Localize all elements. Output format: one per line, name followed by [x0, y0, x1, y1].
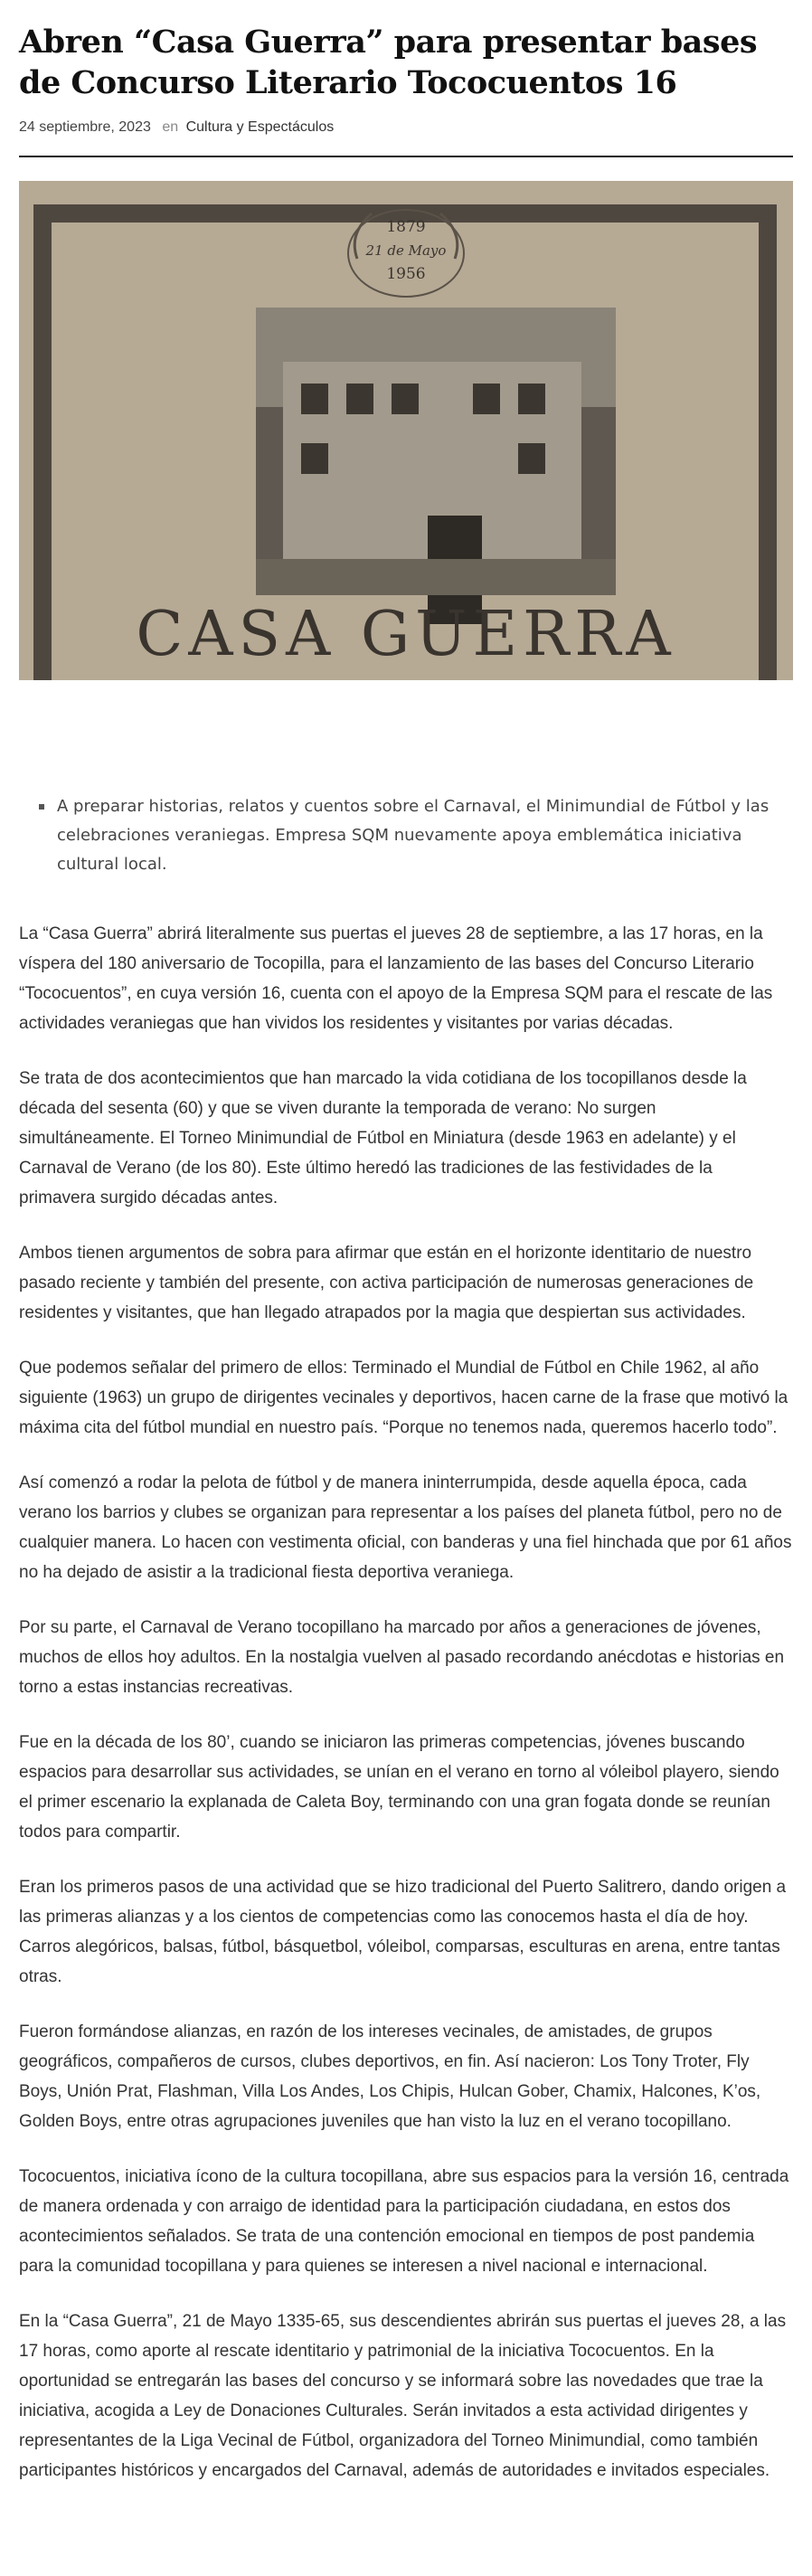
article-meta [19, 119, 793, 136]
anniversary-seal [326, 201, 486, 302]
summary-item [57, 792, 793, 879]
paragraph: En la “Casa Guerra”, 21 de Mayo 1335-65, sus descendientes abrirán sus puertas el jueves 28, a las 17 horas, como aporte al rescate identitario y patrimonial de la iniciativa Tococuentos. En la oportunidad se entregarán las bases del concurso y se informará sobre las novedades que trae la iniciativa, acogida a Ley de Donaciones Culturales. Serán invitados a esta actividad dirigentes y representantes de la Liga Vecinal de Fútbol, organizadora del Torneo Minimundial, como también participantes históricos y encargados del Carnaval, además de autoridades e invitados especiales. [19, 2312, 787, 2480]
title-divider [19, 156, 793, 157]
building-photo [256, 308, 616, 595]
article [19, 0, 793, 2511]
paragraph: Eran los primeros pasos de una actividad que se hizo tradicional del Puerto Salitrero, dando origen a las primeras alianzas y a los cientos de competencias como las conocemos hasta el día de hoy. Carros alegóricos, balsas, fútbol, básquetbol, vóleibol, comparsas, esculturas en arena, entre tantas otras. [19, 1878, 787, 1986]
bullet-icon [39, 804, 44, 810]
hero-sign-text: CASA GUERRA [136, 599, 676, 670]
paragraph: Por su parte, el Carnaval de Verano tocopillano ha marcado por años a generaciones de jóvenes, muchos de ellos hoy adultos. En la nostalgia vuelven al pasado recordando anécdotas e historias en torno a estas instancias recreativas. [19, 1618, 785, 1697]
summary-text: A preparar historias, relatos y cuentos sobre el Carnaval, el Minimundial de Fútbol y las celebraciones veraniegas. Empresa SQM nuevamente apoya emblemática iniciativa cultural local. [57, 797, 770, 874]
seal-year-end: 1956 [386, 265, 426, 283]
paragraph: La “Casa Guerra” abrirá literalmente sus puertas el jueves 28 de septiembre, a las 17 horas, en la víspera del 180 aniversario de Tocopilla, para el lanzamiento de las bases del Concurso Literario “Tococuentos”, en cuya versión 16, cuenta con el apoyo de la Empresa SQM para el rescate de las actividades veraniegas que han vividos los residentes y visitantes por varias décadas. [19, 924, 773, 1033]
article-date: 24 septiembre, 2023 [19, 119, 151, 135]
paragraph: Se trata de dos acontecimientos que han marcado la vida cotidiana de los tocopillanos desde la década del sesenta (60) y que se viven durante la temporada de verano: No surgen simultáneamente. El Torneo Minimundial de Fútbol en Miniatura (desde 1963 en adelante) y el Carnaval de Verano (de los 80). Este último heredó las tradiciones de las festividades de la primavera surgido décadas antes. [19, 1069, 747, 1208]
summary-list [19, 792, 793, 879]
building-shape [283, 362, 581, 570]
paragraph: Tococuentos, iniciativa ícono de la cultura tocopillana, abre sus espacios para la versión 16, centrada de manera ordenada y con arraigo de identidad para la participación ciudadana, en estos dos acontecimientos señalados. Se trata de una contención emocional en tiempos de post pandemia para la comunidad tocopillana y para quienes se interesen a nivel nacional e internacional. [19, 2167, 789, 2276]
article-body [19, 919, 793, 2486]
category-link[interactable]: Cultura y Espectáculos [185, 119, 335, 135]
paragraph: Fue en la década de los 80’, cuando se iniciaron las primeras competencias, jóvenes buscando espacios para desarrollar sus actividades, se unían en el verano en torno al vóleibol playero, siendo el primer escenario la explanada de Caleta Boy, terminando con una gran fogata donde se reunían todos para compartir. [19, 1733, 779, 1842]
paragraph: Ambos tienen argumentos de sobra para afirmar que están en el horizonte identitario de nuestro pasado reciente y también del presente, con activa participación de numerosas generaciones de residentes y visitantes, que han llegado atrapados por la magia que despiertan sus actividades. [19, 1244, 754, 1322]
seal-date: 21 de Mayo [365, 242, 447, 259]
meta-in-label: en [162, 119, 179, 135]
hero-image [19, 181, 793, 680]
paragraph: Fueron formándose alianzas, en razón de los intereses vecinales, de amistades, de grupos geográficos, compañeros de cursos, clubes deportivos, en fin. Así nacieron: Los Tony Troter, Fly Boys, Unión Prat, Flashman, Villa Los Andes, Los Chipis, Hulcan Gober, Chamix, Halcones, K’os, Golden Boys, entre otras agrupaciones juveniles que han visto la luz en el verano tocopillano. [19, 2022, 761, 2131]
article-title: Abren “Casa Guerra” para presentar bases de Concurso Literario Tococuentos 16 [19, 24, 758, 101]
paragraph: Así comenzó a rodar la pelota de fútbol y de manera ininterrumpida, desde aquella época, cada verano los barrios y clubes se organizan para representar a los países del planeta fútbol, pero no de cualquier manera. Lo hacen con vestimenta oficial, con banderas y una fiel hinchada que por 61 años no ha dejado de asistir a la tradicional fiesta deportiva veraniega. [19, 1473, 792, 1582]
paragraph: Que podemos señalar del primero de ellos: Terminado el Mundial de Fútbol en Chile 1962, al año siguiente (1963) un grupo de dirigentes vecinales y deportivos, hacen carne de la frase que motivó la máxima cita del fútbol mundial en nuestro país. “Porque no tenemos nada, queremos hacerlo todo”. [19, 1359, 788, 1437]
seal-year-start: 1879 [386, 218, 426, 236]
